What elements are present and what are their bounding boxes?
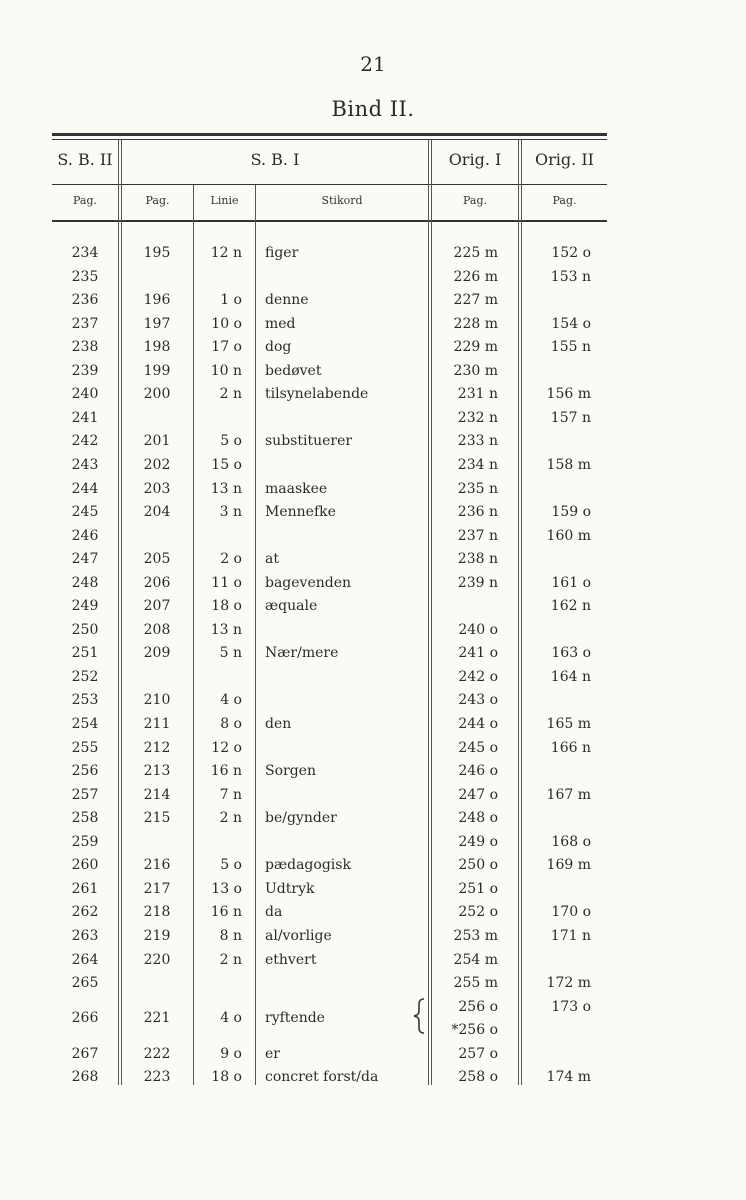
cell-linie: 12 n: [210, 245, 242, 261]
cell-sb1-pag: 197: [143, 315, 171, 332]
cell-sb1-pag: 198: [143, 339, 171, 356]
cell-linie: 15 o: [211, 456, 242, 473]
column-divider: [255, 185, 256, 1085]
cell-linie: 3 n: [219, 504, 242, 521]
cell-stikord: denne: [265, 292, 309, 309]
cell-orig2-pag: 173 o: [551, 998, 591, 1015]
cell-sb1-pag: 207: [143, 598, 171, 615]
cell-stikord: er: [265, 1045, 280, 1062]
cell-sb2-pag: 246: [71, 527, 99, 544]
cell-orig1-pag: 252 o: [458, 904, 498, 921]
cell-orig2-pag: 162 n: [550, 598, 591, 615]
cell-sb2-pag: 259: [71, 833, 99, 850]
cell-sb2-pag: 265: [71, 975, 99, 992]
cell-sb1-pag: 210: [143, 692, 171, 709]
cell-orig2-pag: 152 o: [551, 245, 591, 261]
cell-stikord: concret forst/da: [265, 1069, 379, 1086]
cell-sb2-pag: 234: [71, 245, 99, 261]
cell-sb2-pag: 239: [71, 362, 99, 379]
cell-sb2-pag: 235: [71, 268, 99, 285]
header-sb1: S. B. I: [250, 150, 300, 169]
cell-linie: 18 o: [211, 1069, 242, 1086]
cell-linie: 13 o: [211, 880, 242, 897]
cell-sb1-pag: 206: [143, 574, 171, 591]
cell-sb1-pag: 222: [143, 1045, 171, 1062]
cell-orig1-pag: 257 o: [458, 1045, 498, 1062]
cell-sb2-pag: 266: [71, 1009, 99, 1026]
cell-orig1-pag: 247 o: [458, 786, 498, 803]
cell-sb1-pag: 219: [143, 927, 171, 944]
cell-sb1-pag: 214: [143, 786, 171, 803]
cell-sb1-pag: 199: [143, 362, 171, 379]
cell-linie: 13 n: [210, 621, 242, 638]
cell-orig1-pag: 249 o: [458, 833, 498, 850]
cell-orig1-pag: 244 o: [458, 716, 498, 732]
cell-orig1-pag: 233 n: [457, 433, 498, 450]
cell-sb2-pag: 250: [71, 621, 99, 638]
cell-linie: 5 n: [219, 645, 242, 662]
cell-sb1-pag: 216: [143, 857, 171, 874]
cell-sb2-pag: 261: [71, 880, 99, 897]
cell-stikord: be/gynder: [265, 810, 337, 827]
cell-orig2-pag: 157 n: [550, 409, 591, 426]
cell-linie: 5 o: [220, 433, 242, 450]
cell-sb2-pag: 249: [71, 598, 99, 615]
cell-linie: 7 n: [219, 786, 242, 803]
cell-sb2-pag: 268: [71, 1069, 99, 1086]
cell-orig1-pag: 232 n: [457, 409, 498, 426]
cell-sb2-pag: 264: [71, 951, 99, 968]
cell-orig1-pag: 254 m: [453, 951, 498, 968]
cell-orig2-pag: 163 o: [551, 645, 591, 662]
cell-linie: 13 n: [210, 480, 242, 497]
cell-orig2-pag: 167 m: [546, 786, 591, 803]
header-divider: [52, 184, 607, 185]
cell-sb2-pag: 255: [71, 739, 99, 756]
cell-sb1-pag: 215: [143, 810, 171, 827]
cell-sb2-pag: 267: [71, 1045, 99, 1062]
cell-orig1-pag: 253 m: [453, 927, 498, 944]
cell-orig1-pag: 237 n: [457, 527, 498, 544]
cell-stikord: Sorgen: [265, 763, 316, 780]
cell-orig2-pag: 154 o: [551, 315, 591, 332]
cell-orig2-pag: 171 n: [550, 927, 591, 944]
cell-sb2-pag: 256: [71, 763, 99, 780]
cell-stikord: Mennefke: [265, 504, 336, 521]
cell-orig1-pag: 238 n: [457, 551, 498, 568]
cell-sb2-pag: 244: [71, 480, 99, 497]
cell-linie: 10 n: [210, 362, 242, 379]
cell-stikord: dog: [265, 339, 292, 356]
cell-orig2-pag: 160 m: [546, 527, 591, 544]
cell-stikord: bagevenden: [265, 574, 352, 591]
cell-orig1-pag: 226 m: [453, 268, 498, 285]
cell-stikord: figer: [265, 245, 299, 261]
cell-sb2-pag: 248: [71, 574, 99, 591]
cell-linie: 8 n: [219, 927, 242, 944]
cell-orig2-pag: 165 m: [546, 716, 591, 732]
cell-linie: 2 n: [219, 810, 242, 827]
cell-orig2-pag: 174 m: [546, 1069, 591, 1086]
subheader-pag: Pag.: [552, 194, 577, 207]
table-top-rule: [52, 133, 607, 136]
cell-sb1-pag: 209: [143, 645, 171, 662]
cell-sb1-pag: 195: [143, 245, 171, 261]
cell-sb2-pag: 254: [71, 716, 99, 732]
page-title: Bind II.: [331, 97, 415, 121]
cell-orig1-pag: 236 n: [457, 504, 498, 521]
cell-sb1-pag: 220: [143, 951, 171, 968]
cell-linie: 18 o: [211, 598, 242, 615]
cell-orig1-pag: 234 n: [457, 456, 498, 473]
cell-orig2-pag: 153 n: [550, 268, 591, 285]
cell-orig1-pag: 251 o: [458, 880, 498, 897]
header-orig1: Orig. I: [448, 150, 502, 169]
cell-orig1-pag: 228 m: [453, 315, 498, 332]
subheader-stikord: Stikord: [321, 194, 363, 207]
cell-linie: 2 n: [219, 951, 242, 968]
cell-orig1-pag: 225 m: [453, 245, 498, 261]
cell-stikord: Nær/mere: [265, 645, 339, 662]
cell-orig2-pag: 168 o: [551, 833, 591, 850]
cell-orig2-pag: 159 o: [551, 504, 591, 521]
cell-linie: 11 o: [211, 574, 242, 591]
cell-sb2-pag: 252: [71, 668, 99, 685]
cell-sb2-pag: 238: [71, 339, 99, 356]
cell-stikord: æquale: [265, 598, 318, 615]
cell-linie: 5 o: [220, 857, 242, 874]
cell-stikord: da: [265, 904, 283, 921]
cell-orig1-pag: 235 n: [457, 480, 498, 497]
cell-sb1-pag: 203: [143, 480, 171, 497]
cell-sb1-pag: 202: [143, 456, 171, 473]
table-top-rule-thin: [52, 139, 607, 140]
cell-linie: 9 o: [220, 1045, 242, 1062]
cell-sb2-pag: 241: [71, 409, 99, 426]
cell-stikord: at: [265, 551, 279, 568]
cell-sb1-pag: 204: [143, 504, 171, 521]
cell-stikord: med: [265, 315, 296, 332]
cell-sb1-pag: 212: [143, 739, 171, 756]
cell-sb1-pag: 200: [143, 386, 171, 403]
cell-orig1-pag: 243 o: [458, 692, 498, 709]
cell-sb1-pag: 196: [143, 292, 171, 309]
cell-linie: 4 o: [220, 692, 242, 709]
column-divider: [193, 185, 194, 1085]
cell-sb2-pag: 263: [71, 927, 99, 944]
cell-orig2-pag: 158 m: [546, 456, 591, 473]
cell-sb1-pag: 213: [143, 763, 171, 780]
cell-orig1-pag: 246 o: [458, 763, 498, 780]
cell-sb2-pag: 257: [71, 786, 99, 803]
cell-stikord: maaskee: [265, 480, 328, 497]
cell-stikord: pædagogisk: [265, 857, 351, 874]
cell-sb1-pag: 218: [143, 904, 171, 921]
cell-sb2-pag: 237: [71, 315, 99, 332]
cell-orig1-pag: 245 o: [458, 739, 498, 756]
header-orig2: Orig. II: [535, 150, 594, 169]
cell-orig1-pag: 258 o: [458, 1069, 498, 1086]
cell-orig1-pag: 248 o: [458, 810, 498, 827]
cell-orig2-pag: 164 n: [550, 668, 591, 685]
cell-linie: 10 o: [211, 315, 242, 332]
cell-orig1-pag: 239 n: [457, 574, 498, 591]
cell-linie: 16 n: [210, 904, 242, 921]
cell-linie: 16 n: [210, 763, 242, 780]
cell-sb2-pag: 262: [71, 904, 99, 921]
cell-sb2-pag: 240: [71, 386, 99, 403]
cell-sb2-pag: 258: [71, 810, 99, 827]
cell-sb2-pag: 243: [71, 456, 99, 473]
cell-orig2-pag: 155 n: [550, 339, 591, 356]
cell-linie: 8 o: [220, 716, 242, 732]
cell-stikord: den: [265, 716, 292, 732]
cell-sb2-pag: 251: [71, 645, 99, 662]
cell-orig2-pag: 156 m: [546, 386, 591, 403]
cell-stikord: tilsynelabende: [265, 386, 369, 403]
cell-orig1-pag: 227 m: [453, 292, 498, 309]
column-divider: [518, 140, 519, 1085]
cell-sb2-pag: 245: [71, 504, 99, 521]
cell-orig1-pag: 241 o: [458, 645, 498, 662]
cell-sb2-pag: 242: [71, 433, 99, 450]
cell-stikord: al/vorlige: [265, 927, 332, 944]
cell-orig1-pag: 242 o: [458, 668, 498, 685]
cell-orig1-pag: *256 o: [451, 1022, 498, 1039]
cell-sb1-pag: 208: [143, 621, 171, 638]
cell-orig1-pag: 240 o: [458, 621, 498, 638]
cell-orig1-pag: 256 o: [458, 998, 498, 1015]
cell-orig1-pag: 250 o: [458, 857, 498, 874]
cell-orig2-pag: 166 n: [550, 739, 591, 756]
cell-sb1-pag: 211: [143, 716, 171, 732]
cell-linie: 4 o: [220, 1009, 242, 1026]
cell-stikord: bedøvet: [265, 362, 322, 379]
cell-orig2-pag: 161 o: [551, 574, 591, 591]
cell-sb1-pag: 217: [143, 880, 171, 897]
cell-orig1-pag: 255 m: [453, 975, 498, 992]
cell-sb1-pag: 223: [143, 1069, 171, 1086]
cell-orig2-pag: 172 m: [546, 975, 591, 992]
cell-linie: 12 o: [211, 739, 242, 756]
cell-sb1-pag: 205: [143, 551, 171, 568]
cell-orig2-pag: 170 o: [551, 904, 591, 921]
cell-stikord: ethvert: [265, 951, 317, 968]
cell-sb2-pag: 247: [71, 551, 99, 568]
cell-sb1-pag: 201: [143, 433, 171, 450]
cell-linie: 2 n: [219, 386, 242, 403]
subheader-pag: Pag.: [145, 194, 170, 207]
cell-linie: 2 o: [220, 551, 242, 568]
cell-linie: 1 o: [220, 292, 242, 309]
cell-orig1-pag: 231 n: [457, 386, 498, 403]
cell-orig1-pag: 229 m: [453, 339, 498, 356]
cell-stikord: ryftende: [265, 1009, 325, 1026]
column-divider: [428, 140, 429, 1085]
cell-stikord: Udtryk: [265, 880, 315, 897]
subheader-pag: Pag.: [462, 194, 487, 207]
subheader-pag: Pag.: [72, 194, 97, 207]
cell-orig1-pag: 230 m: [453, 362, 498, 379]
brace-icon: [410, 998, 428, 1034]
cell-sb2-pag: 253: [71, 692, 99, 709]
cell-stikord: substituerer: [265, 433, 353, 450]
cell-sb1-pag: 221: [143, 1009, 171, 1026]
subheader-linie: Linie: [210, 194, 239, 207]
column-divider: [118, 140, 119, 1085]
header-bottom-rule: [52, 220, 607, 222]
cell-linie: 17 o: [211, 339, 242, 356]
cell-sb2-pag: 236: [71, 292, 99, 309]
page-number: 21: [360, 52, 386, 76]
header-sb2: S. B. II: [57, 150, 113, 169]
cell-sb2-pag: 260: [71, 857, 99, 874]
cell-orig2-pag: 169 m: [546, 857, 591, 874]
